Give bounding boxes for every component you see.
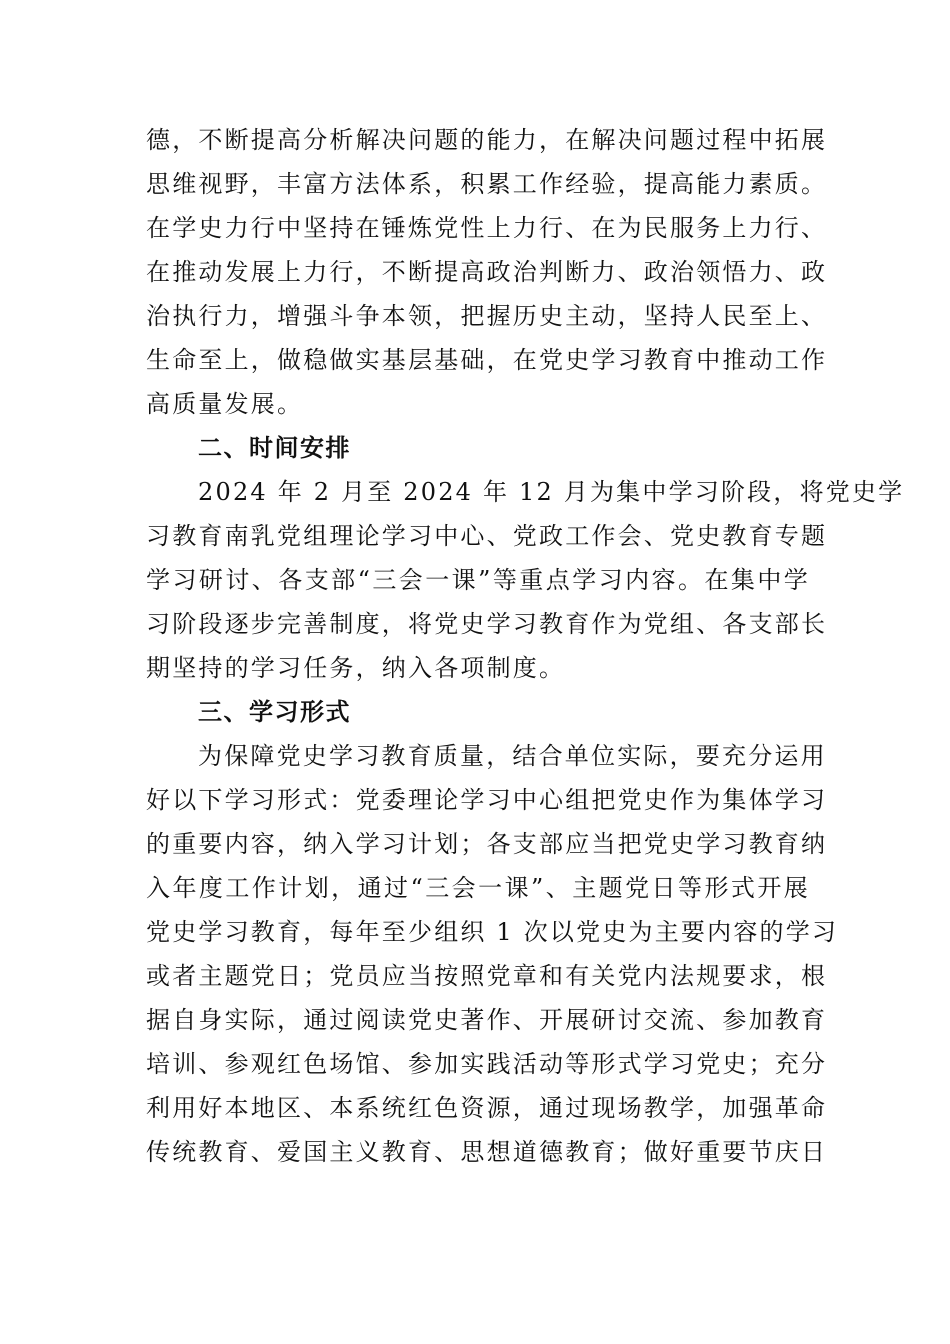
- document-body: [146, 118, 905, 1174]
- text-line: 期坚持的学习任务，纳入各项制度。: [146, 654, 566, 682]
- text-line: 或者主题党日；党员应当按照党章和有关党内法规要求，根: [146, 962, 828, 990]
- text-line: 的重要内容，纳入学习计划；各支部应当把党史学习教育纳: [146, 830, 828, 858]
- text-line: 德，不断提高分析解决问题的能力，在解决问题过程中拓展: [146, 126, 828, 154]
- text-line: 传统教育、爱国主义教育、思想道德教育；做好重要节庆日: [146, 1138, 828, 1166]
- text-line: 据自身实际，通过阅读党史著作、开展研讨交流、参加教育: [146, 1006, 828, 1034]
- text-line: 思维视野，丰富方法体系，积累工作经验，提高能力素质。: [146, 170, 828, 198]
- text-line: 在学史力行中坚持在锤炼党性上力行、在为民服务上力行、: [146, 214, 828, 242]
- paragraph-3: [146, 734, 839, 1174]
- text-line: 入年度工作计划，通过“三会一课”、主题党日等形式开展: [146, 874, 810, 902]
- text-line: 高质量发展。: [146, 390, 304, 418]
- paragraph-2: [146, 470, 905, 690]
- section-heading-time-schedule: 二、时间安排: [198, 434, 351, 462]
- paragraph-1: [146, 118, 828, 426]
- section-heading-learning-forms: 三、学习形式: [198, 698, 351, 726]
- text-line: 习教育南乳党组理论学习中心、党政工作会、党史教育专题: [146, 522, 828, 550]
- text-line: 党史学习教育，每年至少组织 1 次以党史为主要内容的学习: [146, 918, 839, 946]
- text-line: 好以下学习形式：党委理论学习中心组把党史作为集体学习: [146, 786, 828, 814]
- text-line: 培训、参观红色场馆、参加实践活动等形式学习党史；充分: [146, 1050, 828, 1078]
- text-line: 2024 年 2 月至 2024 年 12 月为集中学习阶段，将党史学: [198, 478, 905, 506]
- text-line: 生命至上，做稳做实基层基础，在党史学习教育中推动工作: [146, 346, 828, 374]
- text-line: 利用好本地区、本系统红色资源，通过现场教学，加强革命: [146, 1094, 828, 1122]
- text-line: 为保障党史学习教育质量，结合单位实际，要充分运用: [198, 742, 827, 770]
- text-line: 习阶段逐步完善制度，将党史学习教育作为党组、各支部长: [146, 610, 828, 638]
- text-line: 在推动发展上力行，不断提高政治判断力、政治领悟力、政: [146, 258, 828, 286]
- text-line: 学习研讨、各支部“三会一课”等重点学习内容。在集中学: [146, 566, 810, 594]
- text-line: 治执行力，增强斗争本领，把握历史主动，坚持人民至上、: [146, 302, 828, 330]
